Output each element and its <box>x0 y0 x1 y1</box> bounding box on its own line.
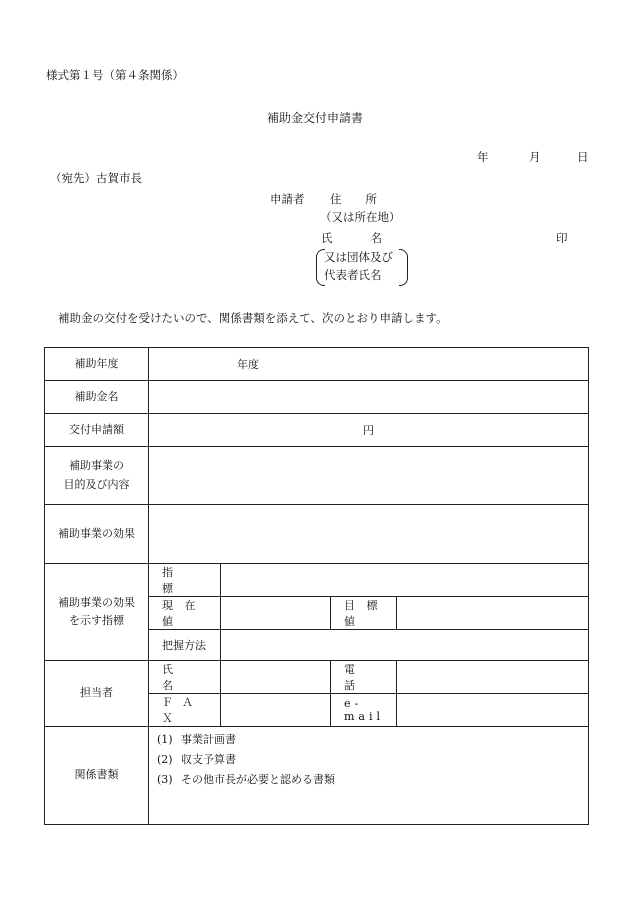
table-row <box>45 414 589 447</box>
seal-mark: 印 <box>556 231 568 245</box>
contact-email-label: e-mail <box>331 694 397 727</box>
list-item: (2) 収支予算書 <box>157 753 236 766</box>
effect-label: 補助事業の効果 <box>45 505 149 564</box>
contact-phone-field[interactable] <box>397 661 589 694</box>
form-number: 様式第１号（第４条関係） <box>46 68 184 82</box>
indicator-field[interactable] <box>221 564 589 597</box>
method-label: 把握方法 <box>149 630 221 661</box>
effect-field[interactable] <box>149 505 589 564</box>
org-note-line1: 又は団体及び <box>324 250 393 264</box>
table-row <box>45 564 589 597</box>
subsidy-name-field[interactable] <box>149 381 589 414</box>
contact-name-field[interactable] <box>221 661 331 694</box>
address-label: 住 所 <box>330 192 377 206</box>
table-row <box>45 381 589 414</box>
list-item: (1) 事業計画書 <box>157 733 236 746</box>
current-value-field[interactable] <box>221 597 331 630</box>
amount-label: 交付申請額 <box>45 414 149 447</box>
table-row <box>45 661 589 694</box>
date-month-label: 月 <box>529 150 541 164</box>
table-row <box>45 447 589 505</box>
location-note: （又は所在地） <box>320 210 401 224</box>
table-row <box>45 348 589 381</box>
org-note-line2: 代表者氏名 <box>324 268 382 282</box>
list-item: (3) その他市長が必要と認める書類 <box>157 773 335 786</box>
organization-note <box>316 249 408 286</box>
right-bracket <box>399 249 408 286</box>
table-row <box>45 727 589 825</box>
current-value-label: 現 在 値 <box>149 597 221 630</box>
fiscal-year-label: 補助年度 <box>45 348 149 381</box>
target-value-field[interactable] <box>397 597 589 630</box>
subsidy-name-label: 補助金名 <box>45 381 149 414</box>
application-table <box>44 347 589 825</box>
contact-name-label: 氏 名 <box>149 661 221 694</box>
date-day-label: 日 <box>577 150 589 164</box>
contact-fax-field[interactable] <box>221 694 331 727</box>
contact-fax-label: ＦＡＸ <box>149 694 221 727</box>
indicator-label: 補助事業の効果 を示す指標 <box>45 564 149 661</box>
addressee: （宛先）古賀市長 <box>50 171 142 185</box>
table-row <box>45 505 589 564</box>
page-title: 補助金交付申請書 <box>266 111 363 125</box>
fiscal-year-field[interactable] <box>149 348 589 381</box>
date-year-label: 年 <box>477 150 489 164</box>
contact-phone-label: 電 話 <box>331 661 397 694</box>
amount-field[interactable] <box>149 414 589 447</box>
indicator-sublabel: 指 標 <box>149 564 221 597</box>
name-label: 氏 名 <box>321 231 382 245</box>
fiscal-year-unit: 年度 <box>237 358 259 371</box>
contact-email-field[interactable] <box>397 694 589 727</box>
documents-label: 関係書類 <box>45 727 149 825</box>
contact-label: 担当者 <box>45 661 149 727</box>
amount-unit: 円 <box>363 424 374 437</box>
documents-list <box>149 727 589 825</box>
purpose-label: 補助事業の 目的及び内容 <box>45 447 149 505</box>
application-statement: 補助金の交付を受けたいので、関係書類を添えて、次のとおり申請します。 <box>58 311 448 325</box>
purpose-field[interactable] <box>149 447 589 505</box>
target-value-label: 目 標 値 <box>331 597 397 630</box>
applicant-label: 申請者 <box>270 192 305 206</box>
method-field[interactable] <box>221 630 589 661</box>
